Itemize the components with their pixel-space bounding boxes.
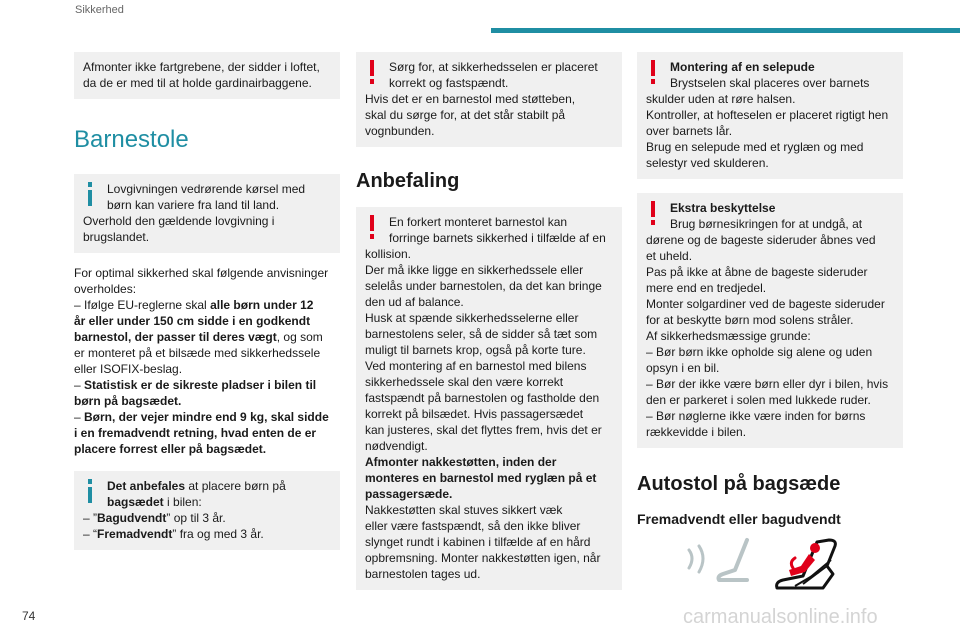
warning-line: barnestolen tages ud.	[365, 567, 481, 581]
warning-box-incorrect-seat	[356, 207, 622, 590]
bold-text: Montering af en selepude	[670, 60, 815, 74]
warning-line: Brug børnesikringen for at undgå, at	[670, 217, 863, 231]
info-line	[83, 510, 332, 526]
section-label: Sikkerhed	[75, 4, 124, 16]
bold-text: bagsædet	[107, 495, 164, 509]
warning-line: for at beskytte børn mod solens stråler.	[646, 313, 854, 327]
heading-autostol: Autostol på bagsæde	[637, 473, 841, 495]
warning-line: forringe barnets sikkerhed i tilfælde af en	[389, 231, 606, 245]
info-line: brugslandet.	[83, 230, 150, 244]
body-text: – “	[83, 527, 98, 541]
bold-text: Det anbefales	[107, 479, 186, 493]
warning-box-extra-protection	[637, 193, 903, 448]
bold-text: Fremadvendt	[97, 527, 173, 541]
note-box-airbag	[74, 52, 340, 99]
bold-text: alle børn under 12	[210, 298, 314, 312]
bold-text: monteres en barnestol med ryglæn på et	[365, 471, 597, 485]
warning-line: Ved montering af en barnestol med bilens	[365, 359, 587, 373]
warning-line: sikkerhedssele skal den være korrekt	[365, 375, 564, 389]
warning-line: eller være fastspændt, så den ikke bliver	[365, 519, 581, 533]
warning-line: Af sikkerhedsmæssige grunde:	[646, 329, 811, 343]
warning-line: rækkevidde i bilen.	[646, 425, 747, 439]
warning-line	[365, 470, 614, 486]
warning-box-booster	[637, 52, 903, 179]
warning-line: Husk at spænde sikkerhedsselerne eller	[365, 311, 579, 325]
warning-line	[365, 486, 614, 502]
warning-line: korrekt på bilsædet. Hvis passagersædet	[365, 407, 584, 421]
warning-title	[646, 200, 895, 216]
body-line: For optimal sikkerhed skal følgende anvisninger	[74, 266, 329, 280]
info-line: Lovgivningen vedrørende kørsel med	[107, 182, 306, 196]
bullet-eu-rule	[74, 297, 340, 313]
bold-text: Afmonter nakkestøtten, inden der	[365, 455, 557, 469]
body-line: overholdes:	[74, 282, 137, 296]
safety-instructions	[74, 265, 340, 457]
body-line	[74, 441, 340, 457]
warning-line: slynget rundt i kabinen i tilfælde af en hård	[365, 535, 591, 549]
warning-line: – Bør nøglerne ikke være inden for børns	[646, 409, 866, 423]
warning-line	[365, 454, 614, 470]
warning-line: selelås under barnestolen, da det kan bringe	[365, 279, 602, 293]
body-line	[74, 329, 340, 345]
column-middle	[356, 52, 622, 590]
body-text: ” fra og med 3 år.	[172, 527, 264, 541]
warning-line: selestyr ved skulderen.	[646, 156, 769, 170]
subheading-direction: Fremadvendt eller bagudvendt	[637, 511, 841, 527]
bold-text: børn på bagsædet.	[74, 394, 182, 408]
warning-line: fastspændt på barnestolen og fastholde den	[365, 391, 600, 405]
warning-icon	[365, 59, 379, 85]
warning-line: Nakkestøtten skal stuves sikkert væk	[365, 503, 563, 517]
info-line	[83, 478, 332, 494]
bold-text: Ekstra beskyttelse	[670, 201, 776, 215]
bullet-statistics	[74, 377, 340, 393]
warning-box-belt	[356, 52, 622, 147]
bold-text: Børn, der vejer mindre end 9 kg, skal sidde	[84, 410, 329, 424]
bold-text: passagersæde.	[365, 487, 453, 501]
body-text: , og som	[276, 330, 323, 344]
warning-line: opsyn i en bil.	[646, 361, 720, 375]
body-text: at placere børn på	[185, 479, 286, 493]
info-box-legislation	[74, 174, 340, 253]
warning-line: Brystselen skal placeres over barnets	[670, 76, 870, 90]
bold-text: Bagudvendt	[97, 511, 167, 525]
info-line	[83, 526, 332, 542]
warning-line: Pas på ikke at åbne de bageste sideruder	[646, 265, 868, 279]
warning-line: – Bør der ikke være børn eller dyr i bilen, hvis	[646, 377, 889, 391]
warning-line: En forkert monteret barnestol kan	[389, 215, 568, 229]
bold-text: barnestol, der passer til deres vægt	[74, 330, 277, 344]
watermark: carmanualsonline.info	[683, 606, 878, 628]
body-text: i bilen:	[163, 495, 202, 509]
warning-line: Sørg for, at sikkerhedsselen er placeret	[389, 60, 598, 74]
warning-line: dørene og de bageste sideruder åbnes ved	[646, 233, 876, 247]
warning-line: nødvendigt.	[365, 439, 428, 453]
body-text: – ”	[83, 511, 98, 525]
bullet-dash: –	[74, 410, 85, 424]
warning-line: muligt til barnets krop, også på korte ture.	[365, 343, 586, 357]
warning-line: Brug en selepude med et ryglæn og med	[646, 140, 864, 154]
warning-icon	[646, 59, 660, 85]
bullet-dash: – Ifølge EU-reglerne skal	[74, 298, 211, 312]
bullet-dash: –	[74, 378, 85, 392]
warning-icon	[365, 214, 379, 240]
note-line: da de er med til at holde gardinairbaggene.	[83, 76, 312, 90]
note-line: Afmonter ikke fartgrebene, der sidder i loftet,	[83, 60, 320, 74]
warning-line: barnestolens seler, så de sidder så tæt som	[365, 327, 598, 341]
bold-text: år eller under 150 cm sidde i en godkendt	[74, 314, 311, 328]
warning-icon	[646, 200, 660, 226]
warning-line: korrekt og fastspændt.	[389, 76, 509, 90]
warning-line: Der må ikke ligge en sikkerhedssele eller	[365, 263, 584, 277]
body-line	[74, 425, 340, 441]
child-seat-direction-icon	[677, 536, 847, 598]
warning-line: skulder uden at røre halsen.	[646, 92, 796, 106]
warning-line: skal du sørge for, at det står stabilt på	[365, 108, 566, 122]
warning-line: Hvis det er en barnestol med støtteben,	[365, 92, 576, 106]
body-line	[74, 393, 340, 409]
body-line: er monteret på et bilsæde med sikkerhedssele	[74, 346, 321, 360]
body-text: ” op til 3 år.	[166, 511, 226, 525]
page-number: 74	[22, 609, 36, 623]
warning-line: kan justeres, skal det flyttes frem, hvis det er	[365, 423, 602, 437]
info-box-recommendation	[74, 471, 340, 550]
info-line: børn kan variere fra land til land.	[107, 198, 280, 212]
warning-line: den er parkeret i solen med lukkede ruder.	[646, 393, 871, 407]
warning-line: Kontroller, at hofteselen er placeret rigtigt hen	[646, 108, 889, 122]
warning-line: mere end en tredjedel.	[646, 281, 767, 295]
warning-line: kollision.	[365, 247, 412, 261]
column-right	[637, 52, 903, 598]
warning-line: opbremsning. Monter nakkestøtten igen, når	[365, 551, 601, 565]
warning-line: over barnets lår.	[646, 124, 733, 138]
heading-anbefaling: Anbefaling	[356, 170, 460, 192]
info-icon	[83, 181, 97, 207]
column-left	[74, 52, 340, 550]
body-line: eller ISOFIX-beslag.	[74, 362, 183, 376]
warning-line: vognbunden.	[365, 124, 435, 138]
warning-line: et uheld.	[646, 249, 693, 263]
bold-text: i en fremadvendt retning, hvad enten de er	[74, 426, 317, 440]
warning-line: – Bør børn ikke opholde sig alene og uden	[646, 345, 873, 359]
info-line	[83, 494, 332, 510]
info-line: Overhold den gældende lovgivning i	[83, 214, 275, 228]
bold-text: placere forrest eller på bagsædet.	[74, 442, 267, 456]
bullet-under-9kg	[74, 409, 340, 425]
heading-barnestole: Barnestole	[74, 126, 189, 153]
info-icon	[83, 478, 97, 504]
header-accent-bar	[491, 28, 960, 33]
bold-text: Statistisk er de sikreste pladser i bilen til	[84, 378, 317, 392]
warning-title	[646, 59, 895, 75]
body-line	[74, 313, 340, 329]
warning-line: den ud af balance.	[365, 295, 464, 309]
warning-line: Monter solgardiner ved de bageste sideruder	[646, 297, 885, 311]
